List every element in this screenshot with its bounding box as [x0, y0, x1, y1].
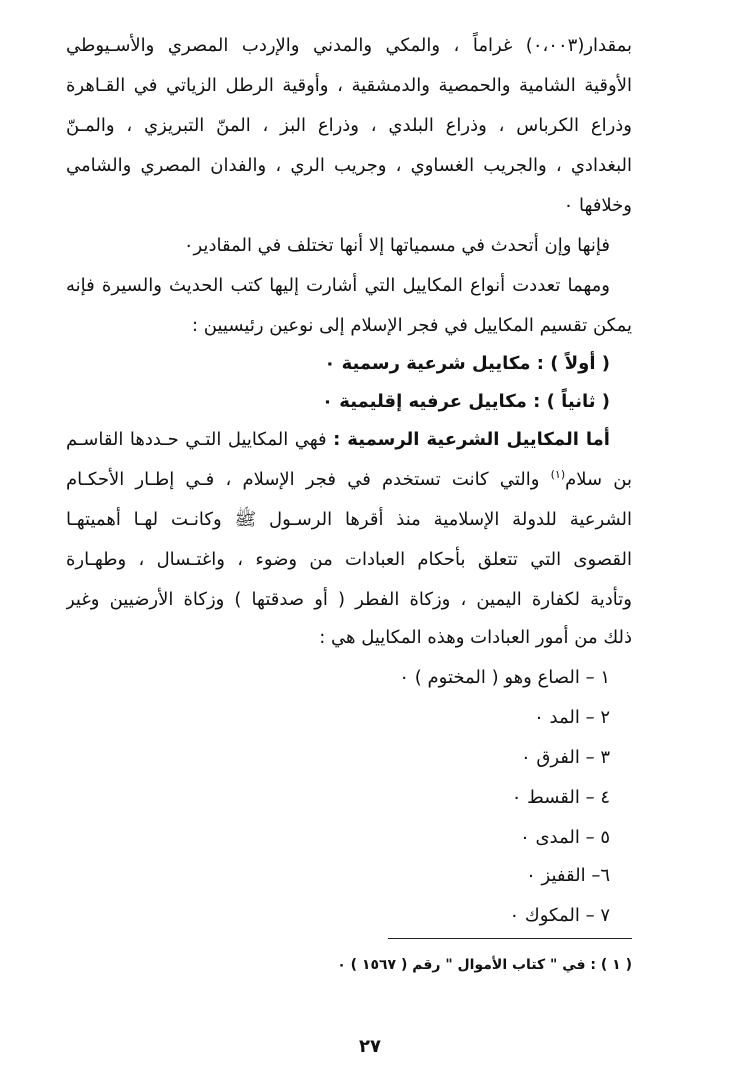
body-line-16: ذلك من أمور العبادات وهذه المكاييل هي : — [319, 627, 632, 648]
body-line-5: وخلافها ٠ — [563, 195, 632, 216]
list-item-mudy: ٥ – المدى ٠ — [520, 827, 610, 848]
body-line-6: فإنها وإن أتحدث في مسمياتها إلا أنها تختلف في المقادير٠ — [183, 235, 610, 256]
list-item-makkuk: ٧ – المكوك ٠ — [509, 905, 610, 926]
body-line-3: وذراع الكرباس ، وذراع البلدي ، وذراع البز ، المنّ التبريزي ، والمـنّ — [66, 115, 632, 136]
body-line-1: بمقدار(٠،٠٠٣) غراماً ، والمكي والمدني والإردب المصري والأسـيوطي — [66, 35, 632, 56]
list-item-qafiz: ٦– القفيز ٠ — [526, 865, 610, 886]
definition-line — [66, 426, 610, 454]
body-line-12 — [66, 466, 632, 494]
list-item-saa: ١ – الصاع وهو ( المختوم ) ٠ — [399, 667, 610, 688]
list-item-mudd: ٢ – المد ٠ — [534, 707, 610, 728]
footnote-divider — [388, 938, 632, 939]
list-item-faraq: ٣ – الفرق ٠ — [521, 747, 610, 768]
body-line-12-rest: والتي كانت تستخدم في فجر الإسلام ، فـي إطـار الأحكـام — [66, 469, 551, 490]
author-name: بن سلام — [565, 469, 632, 490]
list-item-qist: ٤ – القسط ٠ — [511, 787, 610, 808]
category-one: ( أولاً ) : مكاييل شرعية رسمية ٠ — [324, 353, 610, 374]
body-line-4: البغدادي ، والجريب الغساوي ، وجريب الري ، والفدان المصري والشامي — [66, 155, 632, 176]
definition-heading: أما المكاييل الشرعية الرسمية : — [333, 429, 610, 450]
footnote-reference[interactable]: (١) — [550, 468, 566, 481]
body-line-2: الأوقية الشامية والحمصية والدمشقية ، وأوقية الرطل الزياتي في القـاهرة — [66, 75, 632, 96]
definition-rest: فهي المكاييل التـي حـددها القاسـم — [66, 429, 334, 450]
category-two: ( ثانياً ) : مكاييل عرفيه إقليمية ٠ — [322, 391, 610, 412]
body-line-14: القصوى التي تتعلق بأحكام العبادات من وضوء ، واغتـسال ، وطهـارة — [66, 549, 632, 570]
footnote-text: ( ١ ) : في " كتاب الأموال " رقم ( ١٥٦٧ ) ٠ — [337, 957, 632, 973]
page-number: ٢٧ — [359, 1036, 381, 1057]
body-line-13: الشرعية للدولة الإسلامية منذ أقرها الرسـول ﷺ وكانـت لهـا أهميتهـا — [66, 509, 632, 530]
body-line-8: يمكن تقسيم المكاييل في فجر الإسلام إلى نوعين رئيسيين : — [191, 315, 632, 336]
body-line-7: ومهما تعددت أنواع المكاييل التي أشارت إليها كتب الحديث والسيرة فإنه — [66, 275, 610, 296]
body-line-15: وتأدية لكفارة اليمين ، وزكاة الفطر ( أو صدقتها ) وزكاة الأرضيين وغير — [66, 589, 632, 610]
